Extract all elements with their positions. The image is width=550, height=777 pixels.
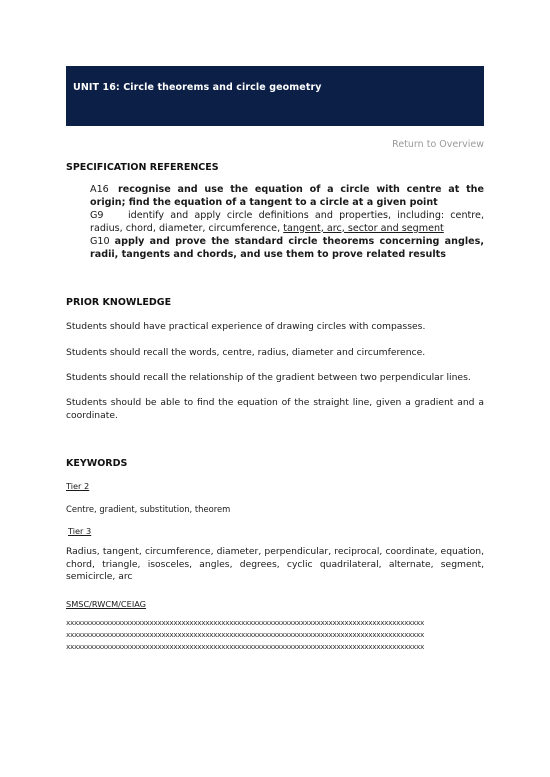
spec-text: recognise and use the equation of a circle with centre at the origin; find the equation of a tangent to a circle at a given point <box>90 184 484 208</box>
spec-code: A16 <box>90 184 109 195</box>
tier-2-keywords: Centre, gradient, substitution, theorem <box>66 504 231 514</box>
return-to-overview-link[interactable]: Return to Overview <box>392 139 484 150</box>
prior-knowledge-item: Students should be able to find the equation of the straight line, given a gradient and a coordinate. <box>66 397 484 421</box>
tier-2-label: Tier 2 <box>66 481 90 491</box>
spec-text: apply and prove the standard circle theorems concerning angles, radii, tangents and chords, and use them to prove related results <box>90 236 484 260</box>
unit-banner <box>66 66 484 126</box>
spec-text-underlined: tangent, arc, sector and segment <box>283 222 444 234</box>
keywords-heading: KEYWORDS <box>66 458 128 469</box>
spec-g9 <box>90 210 484 235</box>
placeholder-line: xxxxxxxxxxxxxxxxxxxxxxxxxxxxxxxxxxxxxxxxxxxxxxxxxxxxxxxxxxxxxxxxxxxxxxxxxxxxxxxxxxxxxxxxxx <box>66 618 424 627</box>
prior-knowledge-item: Students should have practical experience of drawing circles with compasses. <box>66 321 426 332</box>
prior-knowledge-item: Students should recall the words, centre, radius, diameter and circumference. <box>66 347 426 358</box>
smsc-label: SMSC/RWCM/CEIAG <box>66 599 147 609</box>
spec-code: G9 <box>90 210 104 221</box>
unit-title: UNIT 16: Circle theorems and circle geometry <box>73 82 322 93</box>
spec-g10 <box>90 236 484 261</box>
spec-a16 <box>90 184 484 209</box>
prior-knowledge-heading: PRIOR KNOWLEDGE <box>66 297 172 308</box>
tier-3-keywords: Radius, tangent, circumference, diameter, perpendicular, reciprocal, coordinate, equation, chord, triangle, isosceles, angles, degrees, cyclic quadrilateral, alternate, segment, semicircle, arc <box>66 546 484 582</box>
placeholder-line: xxxxxxxxxxxxxxxxxxxxxxxxxxxxxxxxxxxxxxxxxxxxxxxxxxxxxxxxxxxxxxxxxxxxxxxxxxxxxxxxxxxxxxxxxx <box>66 630 424 639</box>
specification-heading: SPECIFICATION REFERENCES <box>66 162 219 173</box>
placeholder-line: xxxxxxxxxxxxxxxxxxxxxxxxxxxxxxxxxxxxxxxxxxxxxxxxxxxxxxxxxxxxxxxxxxxxxxxxxxxxxxxxxxxxxxxxxx <box>66 642 424 651</box>
tier-3-label: Tier 3 <box>68 526 92 536</box>
spec-code: G10 <box>90 236 110 247</box>
spec-text: identify and apply circle definitions and properties, including: centre, radius, chord, diameter, circumference, <box>90 210 484 234</box>
prior-knowledge-item: Students should recall the relationship of the gradient between two perpendicular lines. <box>66 372 471 383</box>
